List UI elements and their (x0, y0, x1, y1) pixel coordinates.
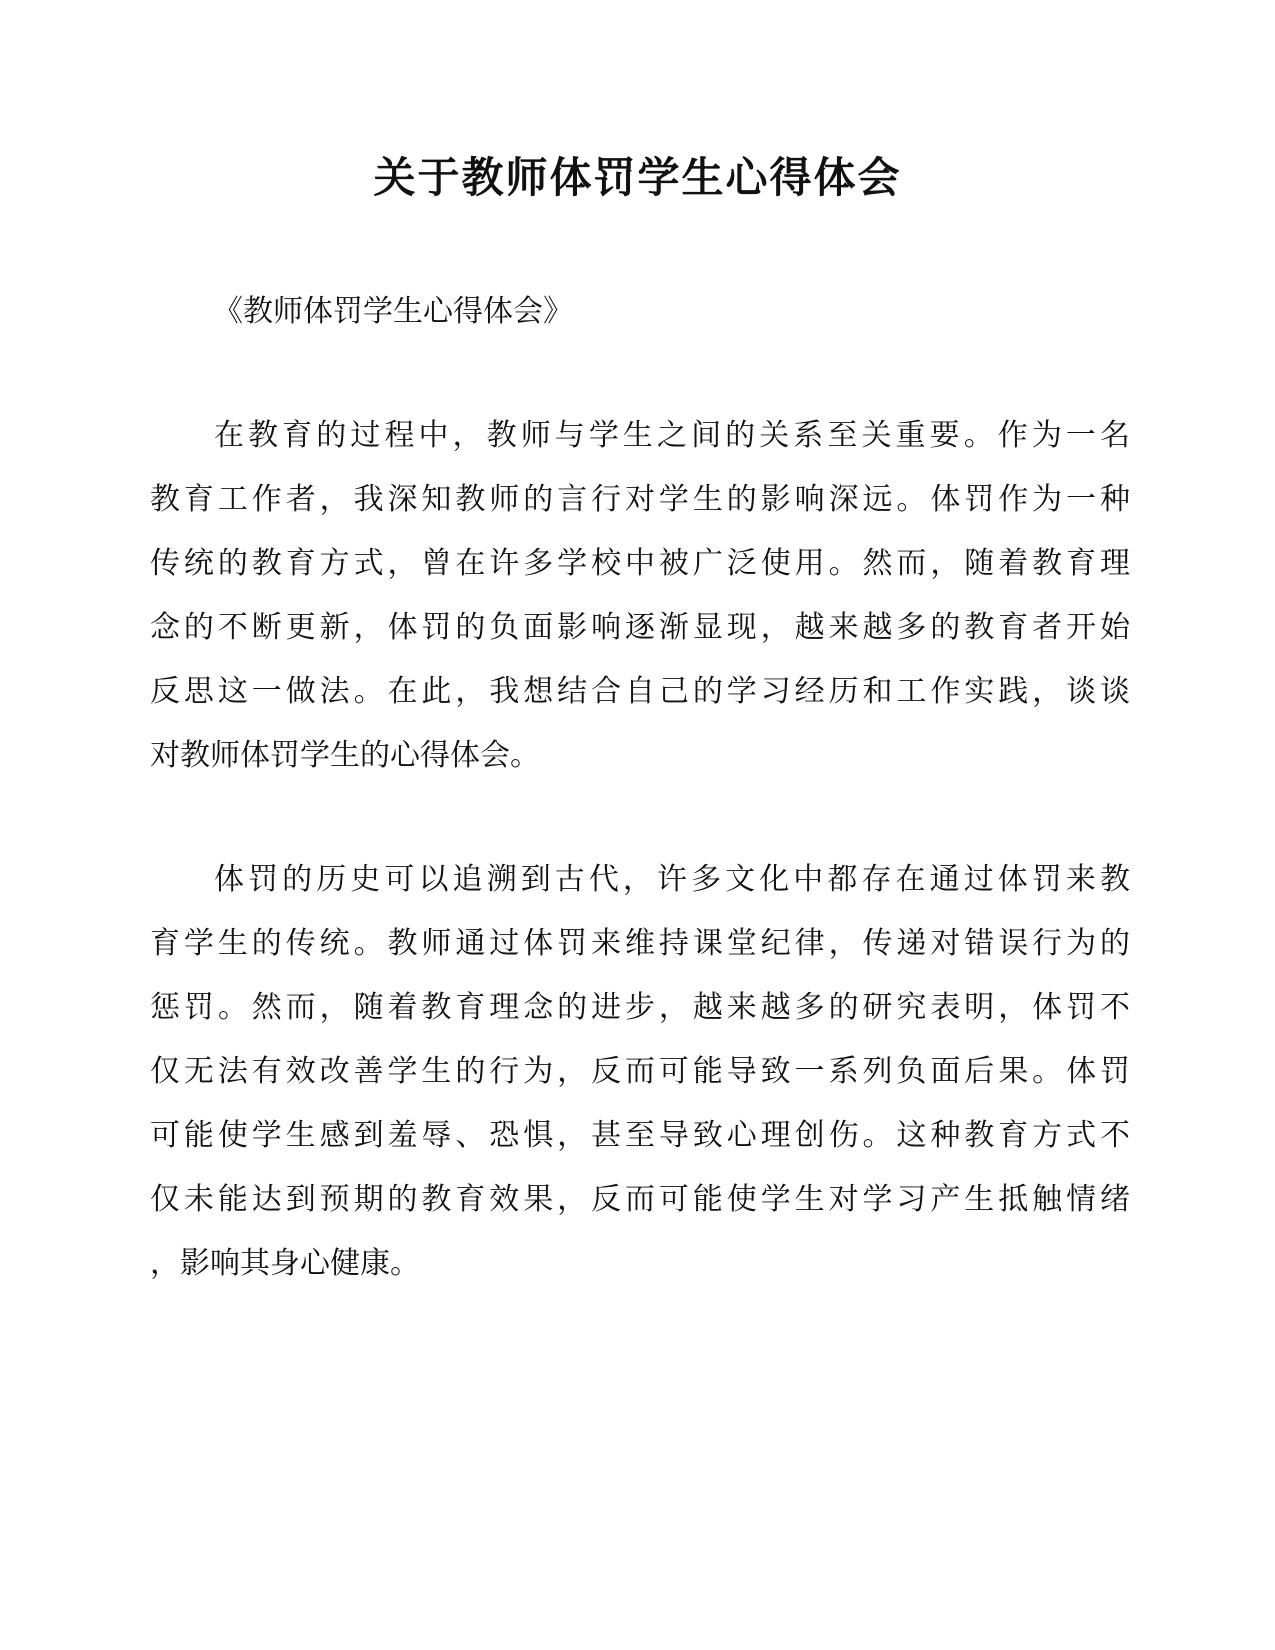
paragraph-line: 惩罚。然而，随着教育理念的进步，越来越多的研究表明，体罚不 (150, 990, 1130, 1025)
paragraph-line: 传统的教育方式，曾在许多学校中被广泛使用。然而，随着教育理 (150, 546, 1130, 581)
paragraph-line: 教育工作者，我深知教师的言行对学生的影响深远。体罚作为一种 (150, 482, 1130, 517)
paragraph-line: 对教师体罚学生的心得体会。 (150, 738, 540, 773)
document-subtitle: 《教师体罚学生心得体会》 (213, 294, 573, 329)
paragraph-line: 仅无法有效改善学生的行为，反而可能导致一系列负面后果。体罚 (150, 1054, 1130, 1089)
document-title: 关于教师体罚学生心得体会 (373, 153, 902, 202)
paragraph-intro (150, 404, 1130, 788)
paragraph-line: 在教育的过程中，教师与学生之间的关系至关重要。作为一名 (214, 418, 1130, 453)
paragraph-history (150, 848, 1130, 1296)
paragraph-line: 念的不断更新，体罚的负面影响逐渐显现，越来越多的教育者开始 (150, 610, 1130, 645)
paragraph-line: 仅未能达到预期的教育效果，反而可能使学生对学习产生抵触情绪 (150, 1182, 1130, 1217)
paragraph-line: ，影响其身心健康。 (150, 1246, 420, 1281)
paragraph-line: 可能使学生感到羞辱、恐惧，甚至导致心理创伤。这种教育方式不 (150, 1118, 1130, 1153)
paragraph-line: 育学生的传统。教师通过体罚来维持课堂纪律，传递对错误行为的 (150, 926, 1130, 961)
paragraph-line: 反思这一做法。在此，我想结合自己的学习经历和工作实践，谈谈 (150, 674, 1130, 709)
paragraph-line: 体罚的历史可以追溯到古代，许多文化中都存在通过体罚来教 (214, 862, 1130, 897)
